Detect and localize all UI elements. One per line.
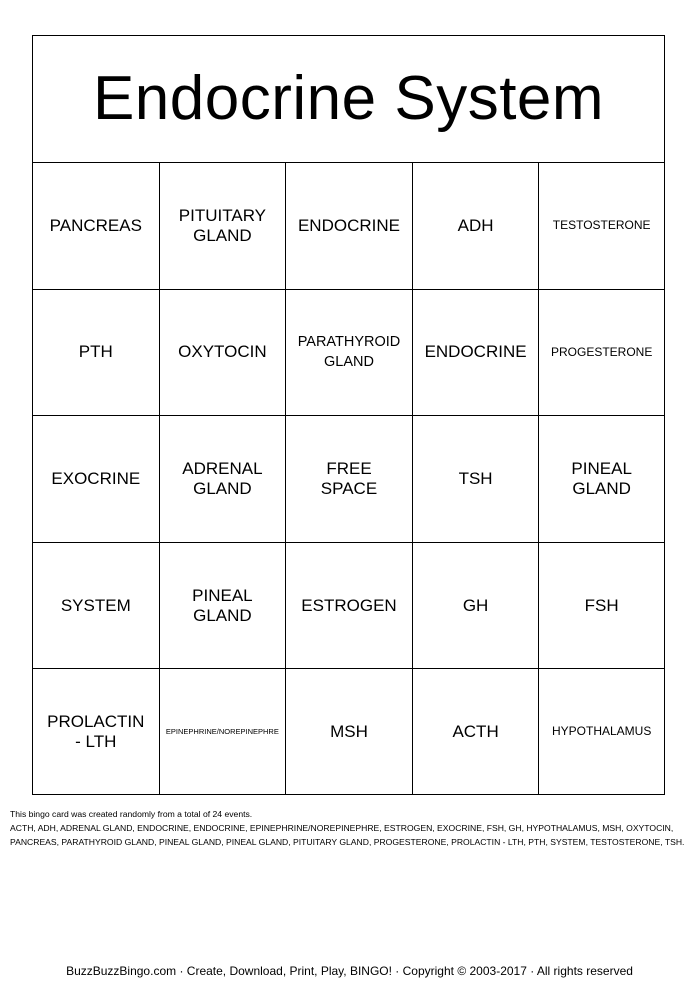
card-title: Endocrine System bbox=[92, 64, 605, 133]
bingo-cell: PINEAL GLAND bbox=[160, 543, 287, 670]
bingo-cell: ESTROGEN bbox=[286, 543, 413, 670]
bingo-cell: ACTH bbox=[413, 669, 540, 794]
title-row bbox=[33, 36, 664, 163]
bingo-cell: ENDOCRINE bbox=[413, 290, 540, 417]
bingo-cell: EPINEPHRINE/NOREPINEPHRE bbox=[160, 669, 287, 794]
bingo-cell: PROLACTIN - LTH bbox=[33, 669, 160, 794]
bingo-cell: ADH bbox=[413, 163, 540, 290]
bingo-cell: PITUITARY GLAND bbox=[160, 163, 287, 290]
bingo-cell: ENDOCRINE bbox=[286, 163, 413, 290]
bingo-cell: OXYTOCIN bbox=[160, 290, 287, 417]
bingo-grid bbox=[33, 163, 664, 794]
bingo-cell: HYPOTHALAMUS bbox=[551, 724, 652, 739]
bingo-cell: ADRENAL GLAND bbox=[160, 416, 287, 543]
bingo-cell: PINEAL GLAND bbox=[539, 416, 664, 543]
bingo-cell: EXOCRINE bbox=[33, 416, 160, 543]
events-footnote bbox=[10, 807, 690, 849]
bingo-cell: PTH bbox=[33, 290, 160, 417]
footnote-intro: This bingo card was created randomly from a total of 24 events. bbox=[10, 809, 253, 819]
bingo-cell: GH bbox=[413, 543, 540, 670]
bingo-cell: PROGESTERONE bbox=[539, 290, 664, 417]
footnote-events-list: ACTH, ADH, ADRENAL GLAND, ENDOCRINE, ENDOCRINE, EPINEPHRINE/NOREPINEPHRE, ESTROGEN, EXOCRINE, FSH, GH, HYPOTHALAMUS, MSH, OXYTOCIN, PANCREAS, PARATHYROID GLAND, PINEAL GLAND, PINEAL GLAND, PITUITARY GLAND, PROGESTERONE, PROLACTIN - LTH, PTH, SYSTEM, TESTOSTERONE, TSH. bbox=[10, 823, 685, 847]
bingo-cell: PARATHYROID GLAND bbox=[286, 290, 413, 417]
bingo-cell: SYSTEM bbox=[33, 543, 160, 670]
free-space-cell: FREE SPACE bbox=[286, 416, 413, 543]
bingo-cell: TSH bbox=[413, 416, 540, 543]
site-footer: BuzzBuzzBingo.com · Create, Download, Print, Play, BINGO! · Copyright © 2003-2017 · All rights reserved bbox=[66, 964, 633, 978]
bingo-cell: MSH bbox=[286, 669, 413, 794]
bingo-cell: FSH bbox=[539, 543, 664, 670]
bingo-cell: TESTOSTERONE bbox=[539, 163, 664, 290]
bingo-cell: PANCREAS bbox=[33, 163, 160, 290]
bingo-card bbox=[32, 35, 665, 795]
